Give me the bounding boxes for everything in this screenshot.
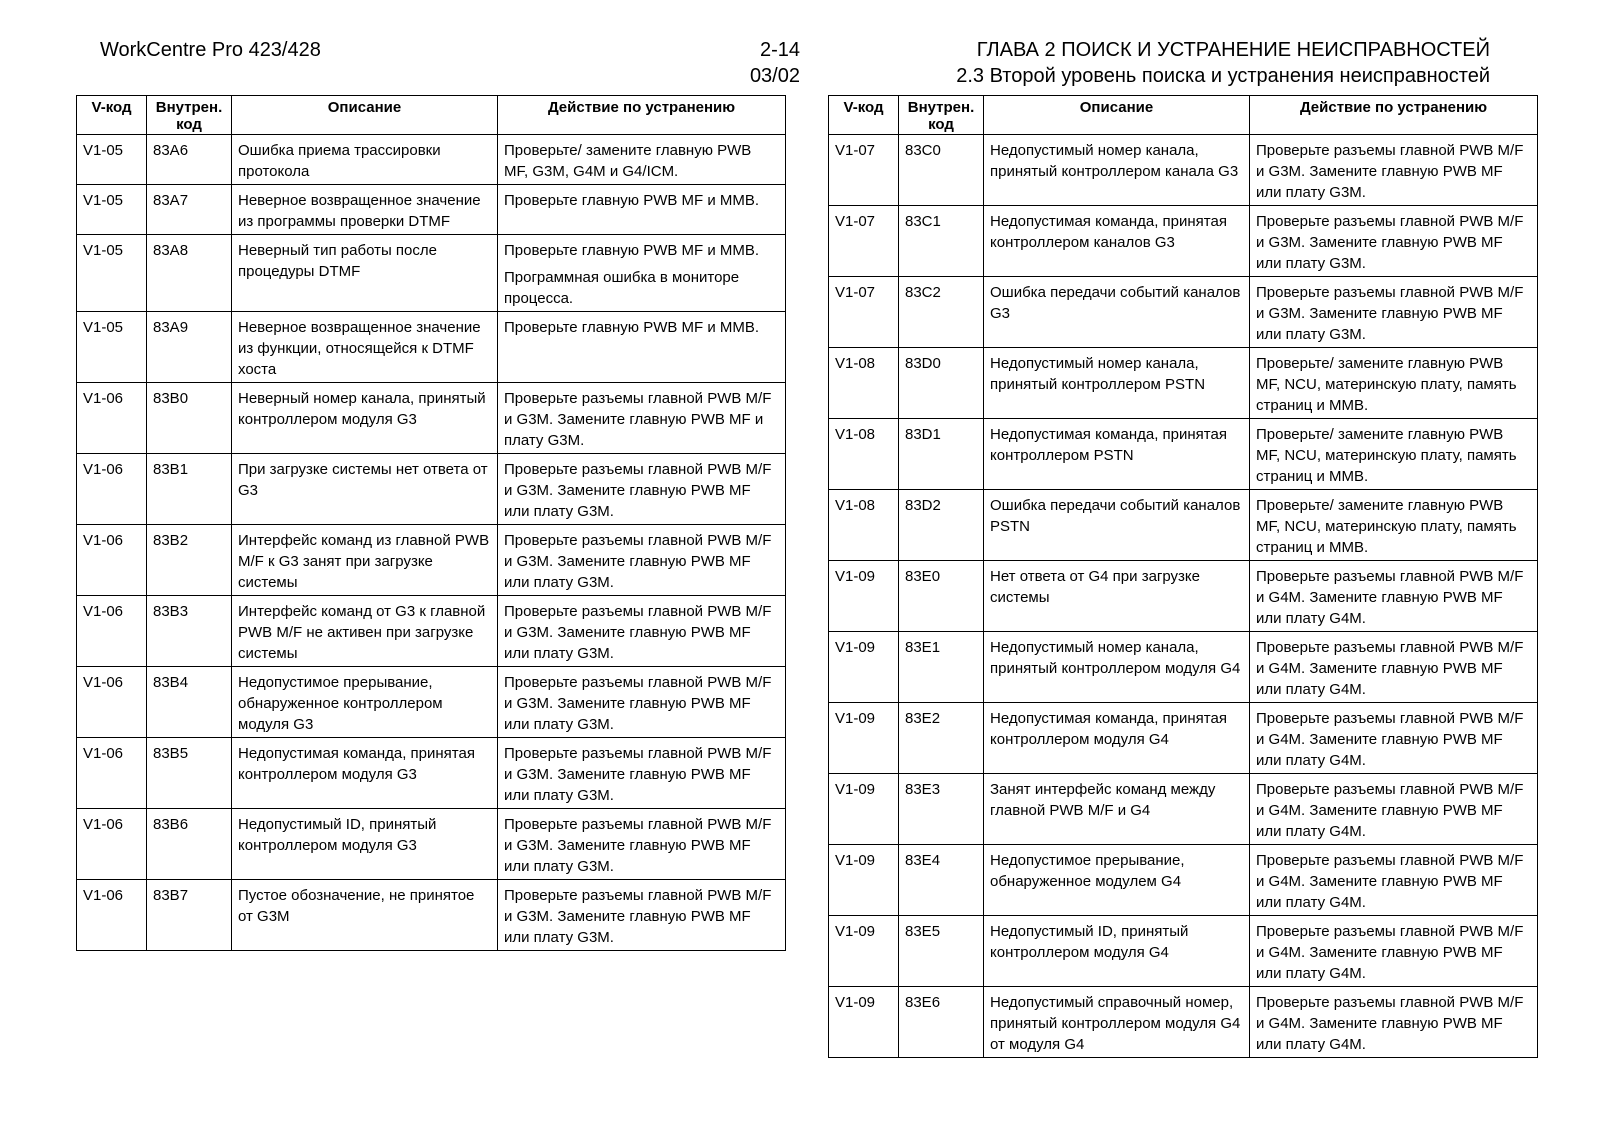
table-row	[829, 206, 1538, 277]
fault-code-table-right	[828, 95, 1538, 1058]
vcode-cell: V1-08	[829, 419, 899, 490]
description-cell: Нет ответа от G4 при загрузке системы	[984, 561, 1250, 632]
action-text: Проверьте разъемы главной PWB M/F и G4M. Замените главную PWB MF или плату G4M.	[1256, 639, 1524, 698]
internal-code-cell: 83B3	[147, 596, 232, 667]
action-cell	[498, 738, 786, 809]
action-cell	[1250, 987, 1538, 1058]
table-row	[829, 348, 1538, 419]
fault-code-table-left	[76, 95, 786, 951]
description-cell: Ошибка приема трассировки протокола	[232, 135, 498, 185]
table-row	[829, 845, 1538, 916]
action-cell	[1250, 348, 1538, 419]
table-row	[829, 135, 1538, 206]
vcode-cell: V1-06	[77, 454, 147, 525]
vcode-cell: V1-05	[77, 135, 147, 185]
action-text: Проверьте/ замените главную PWB MF, NCU, материнскую плату, память страниц и MMB.	[1256, 497, 1517, 556]
action-cell	[1250, 135, 1538, 206]
action-text: Программная ошибка в мониторе процесса.	[504, 269, 740, 307]
internal-code-cell: 83A9	[147, 312, 232, 383]
action-text: Проверьте разъемы главной PWB M/F и G3M. Замените главную PWB MF или плату G3M.	[1256, 284, 1524, 343]
action-cell	[498, 383, 786, 454]
action-text: Проверьте разъемы главной PWB M/F и G3M. Замените главную PWB MF и плату G3M.	[504, 390, 772, 449]
internal-code-cell: 83E5	[899, 916, 984, 987]
description-cell: Недопустимый ID, принятый контроллером модуля G4	[984, 916, 1250, 987]
internal-code-cell: 83B0	[147, 383, 232, 454]
table-row	[829, 561, 1538, 632]
action-text: Проверьте разъемы главной PWB M/F и G4M. Замените главную PWB MF или плату G4M.	[1256, 923, 1524, 982]
revision-date: 03/02	[749, 65, 800, 87]
description-cell: Занят интерфейс команд между главной PWB M/F и G4	[984, 774, 1250, 845]
description-cell: Ошибка передачи событий каналов G3	[984, 277, 1250, 348]
action-text: Проверьте разъемы главной PWB M/F и G3M. Замените главную PWB MF или плату G3M.	[504, 674, 772, 733]
action-text: Проверьте разъемы главной PWB M/F и G4M. Замените главную PWB MF или плату G4M.	[1256, 781, 1524, 840]
action-cell	[1250, 703, 1538, 774]
chapter-title: ГЛАВА 2 ПОИСК И УСТРАНЕНИЕ НЕИСПРАВНОСТЕЙ	[976, 39, 1490, 61]
action-cell	[498, 596, 786, 667]
table-row	[77, 809, 786, 880]
action-cell	[498, 880, 786, 951]
internal-code-cell: 83E2	[899, 703, 984, 774]
description-cell: Недопустимая команда, принятая контроллером модуля G3	[232, 738, 498, 809]
table-row	[77, 135, 786, 185]
col-header-action: Действие по устранению	[498, 96, 786, 135]
col-header-description: Описание	[984, 96, 1250, 135]
action-text: Проверьте главную PWB MF и MMB.	[504, 192, 760, 209]
internal-code-cell: 83A6	[147, 135, 232, 185]
internal-code-cell: 83C1	[899, 206, 984, 277]
description-cell: Недопустимая команда, принятая контроллером PSTN	[984, 419, 1250, 490]
table-row	[77, 185, 786, 235]
table-row	[829, 987, 1538, 1058]
action-text: Проверьте разъемы главной PWB M/F и G3M. Замените главную PWB MF или плату G3M.	[1256, 213, 1524, 272]
internal-code-cell: 83B7	[147, 880, 232, 951]
internal-code-cell: 83D2	[899, 490, 984, 561]
vcode-cell: V1-06	[77, 880, 147, 951]
description-cell: Недопустимый справочный номер, принятый контроллером модуля G4 от модуля G4	[984, 987, 1250, 1058]
table-row	[829, 703, 1538, 774]
vcode-cell: V1-06	[77, 809, 147, 880]
description-cell: Недопустимая команда, принятая контроллером модуля G4	[984, 703, 1250, 774]
internal-code-cell: 83E6	[899, 987, 984, 1058]
internal-code-cell: 83E0	[899, 561, 984, 632]
vcode-cell: V1-07	[829, 135, 899, 206]
table-row	[77, 525, 786, 596]
action-text: Проверьте/ замените главную PWB MF, G3M, G4M и G4/ICM.	[504, 142, 752, 180]
table-row	[77, 880, 786, 951]
internal-code-cell: 83B1	[147, 454, 232, 525]
vcode-cell: V1-05	[77, 312, 147, 383]
description-cell: Неверное возвращенное значение из функции, относящейся к DTMF хоста	[232, 312, 498, 383]
description-cell: Неверный номер канала, принятый контроллером модуля G3	[232, 383, 498, 454]
action-text: Проверьте разъемы главной PWB M/F и G3M. Замените главную PWB MF или плату G3M.	[504, 816, 772, 875]
col-header-description: Описание	[232, 96, 498, 135]
vcode-cell: V1-06	[77, 667, 147, 738]
table-header-row	[829, 96, 1538, 135]
action-cell	[1250, 490, 1538, 561]
action-text: Проверьте/ замените главную PWB MF, NCU, материнскую плату, память страниц и MMB.	[1256, 426, 1517, 485]
action-text: Проверьте разъемы главной PWB M/F и G4M. Замените главную PWB MF или плату G4M.	[1256, 568, 1524, 627]
internal-code-cell: 83B5	[147, 738, 232, 809]
action-cell	[498, 312, 786, 383]
action-cell	[1250, 277, 1538, 348]
description-cell: Недопустимый номер канала, принятый контроллером канала G3	[984, 135, 1250, 206]
vcode-cell: V1-09	[829, 703, 899, 774]
internal-code-cell: 83E4	[899, 845, 984, 916]
action-cell	[1250, 916, 1538, 987]
internal-code-cell: 83E1	[899, 632, 984, 703]
vcode-cell: V1-07	[829, 277, 899, 348]
action-text: Проверьте разъемы главной PWB M/F и G3M. Замените главную PWB MF или плату G3M.	[504, 603, 772, 662]
table-body-left	[77, 135, 786, 951]
vcode-cell: V1-09	[829, 845, 899, 916]
internal-code-cell: 83C2	[899, 277, 984, 348]
table-row	[77, 235, 786, 312]
vcode-cell: V1-08	[829, 348, 899, 419]
table-row	[77, 738, 786, 809]
col-header-internal-code: Внутрен. код	[147, 96, 232, 135]
page-number: 2-14	[759, 39, 800, 61]
table-row	[77, 383, 786, 454]
internal-code-cell: 83A8	[147, 235, 232, 312]
description-cell: Недопустимый номер канала, принятый контроллером PSTN	[984, 348, 1250, 419]
description-cell: Недопустимое прерывание, обнаруженное контроллером модуля G3	[232, 667, 498, 738]
vcode-cell: V1-09	[829, 561, 899, 632]
action-cell	[1250, 845, 1538, 916]
table-header-row	[77, 96, 786, 135]
col-header-vcode: V-код	[829, 96, 899, 135]
internal-code-cell: 83D0	[899, 348, 984, 419]
table-body-right	[829, 135, 1538, 1058]
action-cell	[498, 185, 786, 235]
table-row	[829, 419, 1538, 490]
internal-code-cell: 83D1	[899, 419, 984, 490]
table-row	[829, 632, 1538, 703]
vcode-cell: V1-09	[829, 774, 899, 845]
vcode-cell: V1-07	[829, 206, 899, 277]
vcode-cell: V1-06	[77, 738, 147, 809]
vcode-cell: V1-05	[77, 235, 147, 312]
table-row	[829, 774, 1538, 845]
action-text: Проверьте главную PWB MF и MMB.	[504, 319, 760, 336]
action-cell	[498, 525, 786, 596]
action-cell	[498, 235, 786, 312]
section-title: 2.3 Второй уровень поиска и устранения неисправностей	[956, 65, 1490, 87]
table-row	[829, 490, 1538, 561]
action-cell	[1250, 632, 1538, 703]
action-text: Проверьте разъемы главной PWB M/F и G3M. Замените главную PWB MF или плату G3M.	[504, 461, 772, 520]
product-title: WorkCentre Pro 423/428	[100, 39, 321, 61]
table-row	[77, 312, 786, 383]
action-text: Проверьте разъемы главной PWB M/F и G3M. Замените главную PWB MF или плату G3M.	[504, 745, 772, 804]
col-header-vcode: V-код	[77, 96, 147, 135]
action-text: Проверьте/ замените главную PWB MF, NCU, материнскую плату, память страниц и MMB.	[1256, 355, 1517, 414]
vcode-cell: V1-09	[829, 987, 899, 1058]
internal-code-cell: 83C0	[899, 135, 984, 206]
internal-code-cell: 83A7	[147, 185, 232, 235]
action-text: Проверьте разъемы главной PWB M/F и G4M. Замените главную PWB MF или плату G4M.	[1256, 710, 1524, 769]
description-cell: При загрузке системы нет ответа от G3	[232, 454, 498, 525]
description-cell: Неверный тип работы после процедуры DTMF	[232, 235, 498, 312]
vcode-cell: V1-06	[77, 383, 147, 454]
table-row	[77, 596, 786, 667]
description-cell: Недопустимый номер канала, принятый контроллером модуля G4	[984, 632, 1250, 703]
internal-code-cell: 83B2	[147, 525, 232, 596]
action-text: Проверьте разъемы главной PWB M/F и G3M. Замените главную PWB MF или плату G3M.	[504, 532, 772, 591]
internal-code-cell: 83B6	[147, 809, 232, 880]
description-cell: Недопустимый ID, принятый контроллером модуля G3	[232, 809, 498, 880]
table-row	[77, 667, 786, 738]
action-cell	[498, 667, 786, 738]
action-cell	[1250, 206, 1538, 277]
action-cell	[498, 135, 786, 185]
action-cell	[498, 454, 786, 525]
vcode-cell: V1-09	[829, 632, 899, 703]
action-cell	[1250, 419, 1538, 490]
internal-code-cell: 83B4	[147, 667, 232, 738]
description-cell: Недопустимое прерывание, обнаруженное модулем G4	[984, 845, 1250, 916]
action-text: Проверьте главную PWB MF и MMB.	[504, 242, 760, 259]
col-header-action: Действие по устранению	[1250, 96, 1538, 135]
vcode-cell: V1-06	[77, 596, 147, 667]
vcode-cell: V1-05	[77, 185, 147, 235]
action-cell	[1250, 774, 1538, 845]
action-cell	[498, 809, 786, 880]
vcode-cell: V1-06	[77, 525, 147, 596]
vcode-cell: V1-08	[829, 490, 899, 561]
action-cell	[1250, 561, 1538, 632]
action-text: Проверьте разъемы главной PWB M/F и G4M. Замените главную PWB MF или плату G4M.	[1256, 852, 1524, 911]
description-cell: Недопустимая команда, принятая контроллером каналов G3	[984, 206, 1250, 277]
action-text: Проверьте разъемы главной PWB M/F и G3M. Замените главную PWB MF или плату G3M.	[1256, 142, 1524, 201]
description-cell: Неверное возвращенное значение из программы проверки DTMF	[232, 185, 498, 235]
description-cell: Интерфейс команд из главной PWB M/F к G3 занят при загрузке системы	[232, 525, 498, 596]
action-text: Проверьте разъемы главной PWB M/F и G3M. Замените главную PWB MF или плату G3M.	[504, 887, 772, 946]
table-row	[829, 277, 1538, 348]
table-row	[829, 916, 1538, 987]
col-header-internal-code: Внутрен. код	[899, 96, 984, 135]
internal-code-cell: 83E3	[899, 774, 984, 845]
table-row	[77, 454, 786, 525]
vcode-cell: V1-09	[829, 916, 899, 987]
description-cell: Ошибка передачи событий каналов PSTN	[984, 490, 1250, 561]
action-text: Проверьте разъемы главной PWB M/F и G4M. Замените главную PWB MF или плату G4M.	[1256, 994, 1524, 1053]
description-cell: Интерфейс команд от G3 к главной PWB M/F не активен при загрузке системы	[232, 596, 498, 667]
description-cell: Пустое обозначение, не принятое от G3M	[232, 880, 498, 951]
